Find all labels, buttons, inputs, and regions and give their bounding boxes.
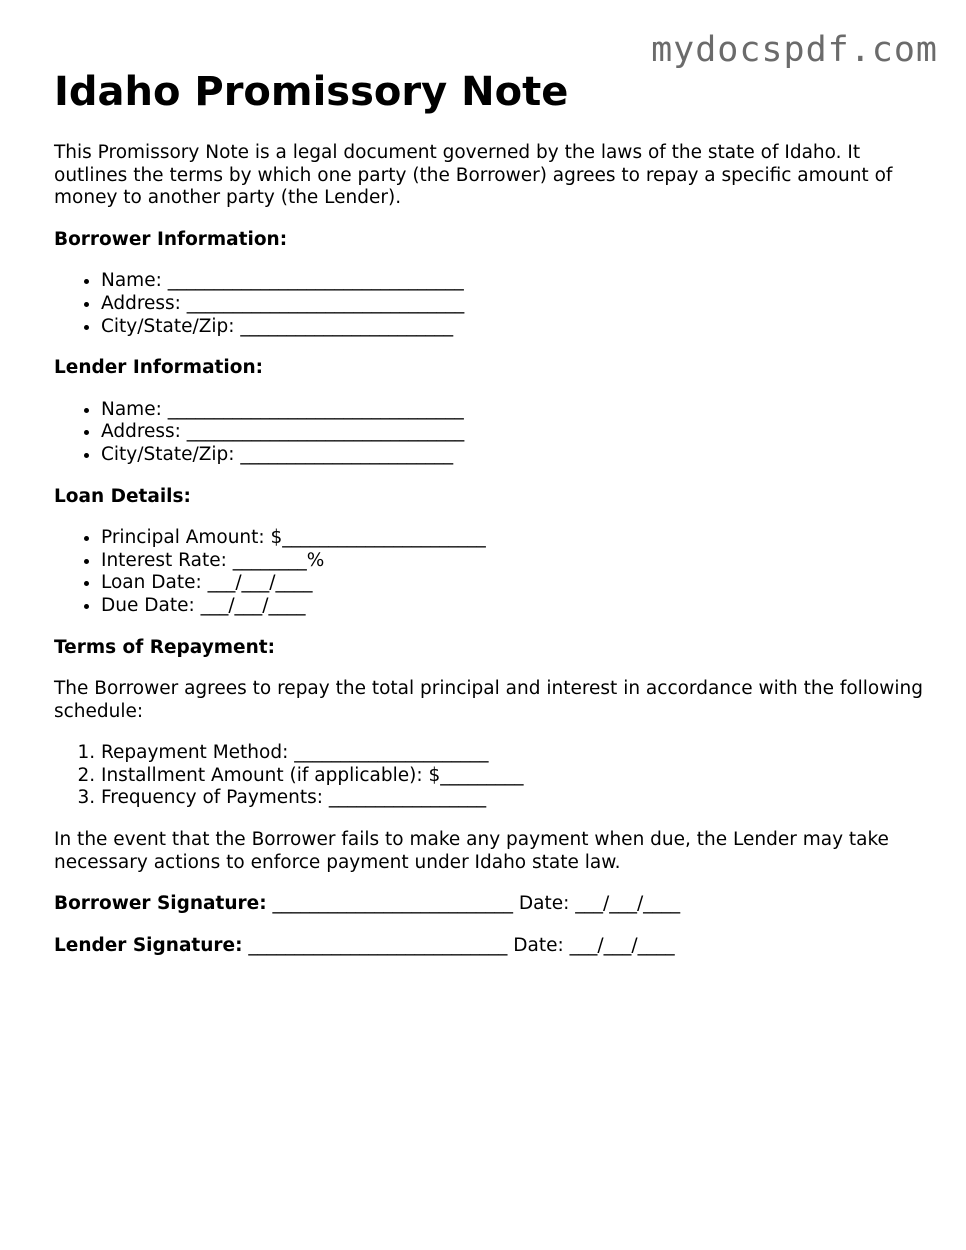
lender-signature-line (54, 935, 924, 958)
lender-heading: Lender Information: (54, 357, 264, 379)
lender-signature-blank: ____________________________ Date: ___/___/____ (242, 934, 675, 956)
due-date-field: • Due Date: ___/___/____ (101, 595, 924, 618)
lender-city-field: • City/State/Zip: _______________________ (101, 444, 924, 467)
repayment-paragraph: The Borrower agrees to repay the total principal and interest in accordance with the following schedule: (54, 678, 923, 722)
borrower-signature-label: Borrower Signature: (54, 893, 267, 915)
lender-fields (54, 399, 924, 467)
borrower-heading: Borrower Information: (54, 228, 288, 250)
lender-name-field: • Name: ________________________________ (101, 399, 924, 422)
repayment-list (54, 742, 924, 810)
repayment-heading: Terms of Repayment: (54, 636, 276, 658)
borrower-address-field: • Address: ______________________________ (101, 293, 924, 316)
payment-frequency-field: 3. Frequency of Payments: _________________ (101, 787, 924, 810)
loan-date-field: • Loan Date: ___/___/____ (101, 572, 924, 595)
default-paragraph: In the event that the Borrower fails to make any payment when due, the Lender may take necessary actions to enforce payment under Idaho state law. (54, 829, 889, 873)
repayment-method-field: 1. Repayment Method: _____________________ (101, 742, 924, 765)
borrower-signature-line (54, 893, 924, 916)
borrower-city-field: • City/State/Zip: _______________________ (101, 316, 924, 339)
borrower-signature-blank: __________________________ Date: ___/___/____ (266, 893, 681, 915)
lender-signature-label: Lender Signature: (54, 934, 243, 956)
borrower-fields (54, 270, 924, 338)
watermark: mydocspdf.com (651, 30, 938, 70)
loan-fields (54, 527, 924, 617)
interest-rate-field: • Interest Rate: ________% (101, 550, 924, 573)
document-title: Idaho Promissory Note (54, 69, 569, 115)
principal-amount-field: • Principal Amount: $______________________ (101, 527, 924, 550)
installment-amount-field: 2. Installment Amount (if applicable): $_________ (101, 765, 924, 788)
loan-heading: Loan Details: (54, 485, 191, 507)
intro-paragraph: This Promissory Note is a legal document governed by the laws of the state of Idaho. It outlines the terms by which one party (the Borrower) agrees to repay a specific amount of money to another party (the Lender). (54, 142, 893, 209)
lender-address-field: • Address: ______________________________ (101, 421, 924, 444)
document-page (54, 68, 924, 976)
borrower-name-field: • Name: ________________________________ (101, 270, 924, 293)
